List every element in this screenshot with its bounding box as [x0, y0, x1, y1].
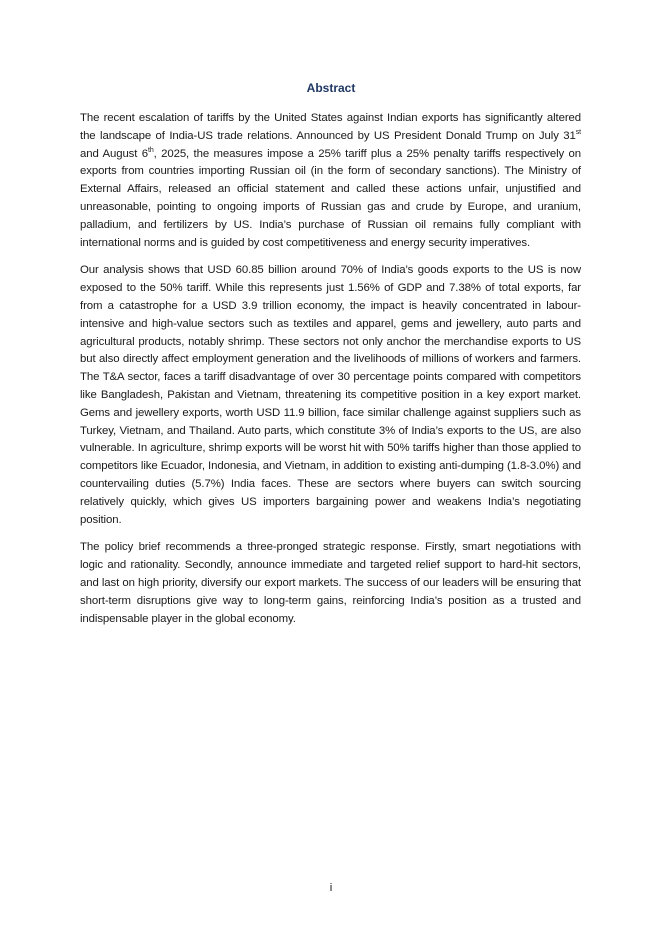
paragraph-text: , 2025, the measures impose a 25% tariff plus a 25% penalty tariffs respectively on exports from countries importing Russian oil (in the form of secondary sanctions). The Ministry of External Affairs, released an official statement and called these actions unfair, unjustified and unreasonable, pointing to ongoing imports of Russian gas and crude by Europe, and uranium, palladium, and fertilizers by US. India’s purchase of Russian oil remains fully compliant with international norms and is guided by cost competitiveness and energy security imperatives.	[80, 147, 581, 249]
page-number: i	[329, 882, 333, 894]
abstract-heading: Abstract	[306, 81, 356, 95]
paragraph-recommendations: The policy brief recommends a three-pronged strategic response. Firstly, smart negotiations with logic and rationality. Secondly, announce immediate and targeted relief support to hard-hit sectors, and last on high priority, diversify our export markets. The success of our leaders will be ensuring that short-term disruptions give way to long-term gains, reinforcing India’s position as a trusted and indispensable player in the global economy.	[80, 541, 581, 625]
paragraph-tariff-escalation	[80, 110, 581, 252]
superscript-th: th	[148, 146, 154, 154]
paragraph-text: The recent escalation of tariffs by the United States against Indian exports has significantly altered the landscape of India-US trade relations. Announced by US President Donald Trump on July 31	[80, 112, 581, 142]
paragraph-analysis: Our analysis shows that USD 60.85 billion around 70% of India’s goods exports to the US is now exposed to the 50% tariff. While this represents just 1.56% of GDP and 7.38% of total exports, far from a catastrophe for a USD 3.9 trillion economy, the impact is heavily concentrated in labour-intensive and high-value sectors such as textiles and apparel, gems and jewellery, auto parts and agricultural products, notably shrimp. These sectors not only anchor the merchandise exports to US but also directly affect employment generation and the livelihoods of millions of workers and farmers. The T&A sector, faces a tariff disadvantage of over 30 percentage points compared with competitors like Bangladesh, Pakistan and Vietnam, threatening its competitive position in a key export market. Gems and jewellery exports, worth USD 11.9 billion, face similar challenge against suppliers such as Turkey, Vietnam, and Thailand. Auto parts, which constitute 3% of India’s exports to the US, are also vulnerable. In agriculture, shrimp exports will be worst hit with 50% tariffs higher than those applied to competitors like Ecuador, Indonesia, and Vietnam, in addition to existing anti-dumping (1.8-3.0%) and countervailing duties (5.7%) India faces. These are sectors where buyers can switch sourcing relatively quickly, which gives US importers bargaining power and weakens India’s negotiating position.	[80, 264, 581, 526]
paragraph-text: and August 6	[80, 147, 148, 160]
abstract-body	[80, 110, 581, 638]
superscript-st: st	[575, 129, 581, 136]
